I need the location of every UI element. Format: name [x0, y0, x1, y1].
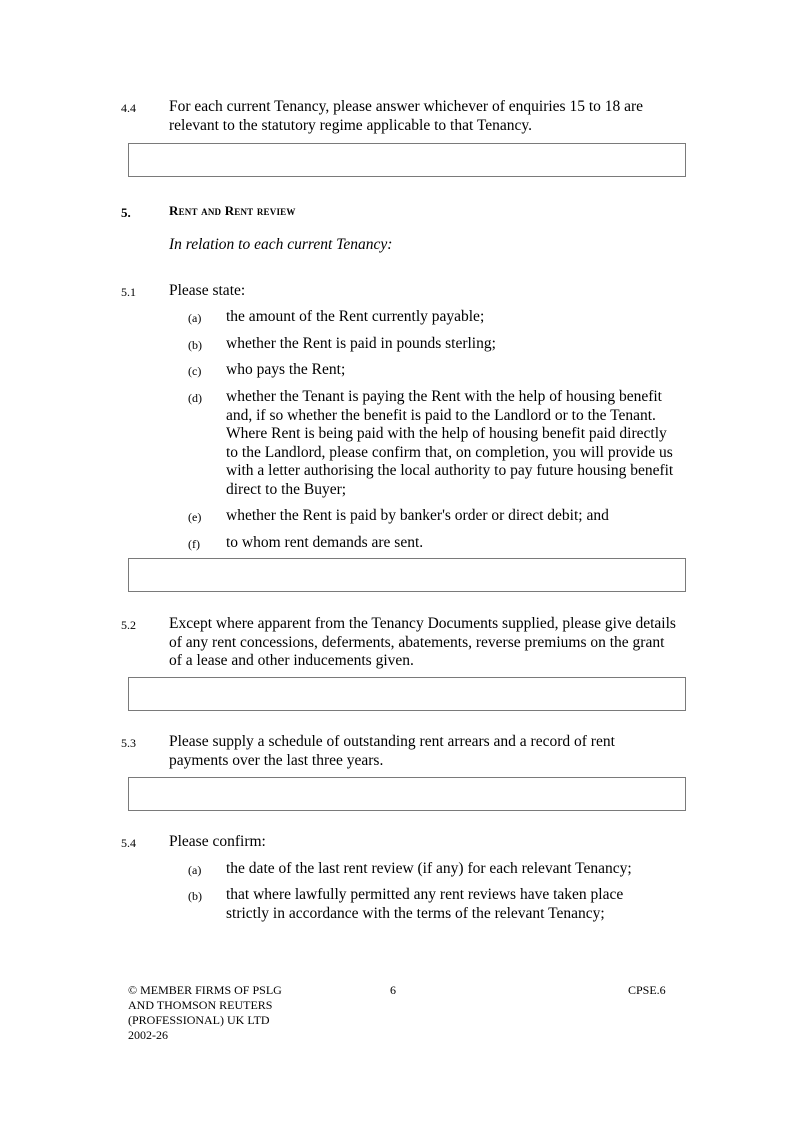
enquiry-5-2-text: Except where apparent from the Tenancy Documents supplied, please give details of any rent concessions, deferments, abatements, reverse premiums on the grant of a lease and other inducements given.: [169, 615, 676, 669]
section-heading-rent: Rent and Rent review: [169, 203, 296, 218]
section-number-4-4: 4.4: [121, 101, 136, 115]
item-letter-5-1-a: (a): [188, 311, 202, 325]
footer-copyright: [128, 983, 282, 1043]
item-letter-5-4-b: (b): [188, 889, 202, 903]
section-number-5-1: 5.1: [121, 285, 136, 299]
footer-copyright-line: AND THOMSON REUTERS: [128, 998, 273, 1012]
item-letter-5-1-e: (e): [188, 510, 202, 524]
item-text-5-4-a: the date of the last rent review (if any) for each relevant Tenancy;: [226, 860, 632, 877]
section-number-5-4: 5.4: [121, 836, 136, 850]
item-letter-5-1-c: (c): [188, 364, 202, 378]
item-text-5-1-d: whether the Tenant is paying the Rent with the help of housing benefit and, if so whether the benefit is paid to the Landlord or to the Tenant. Where Rent is being paid with the help of housing benefit paid directly to the Landlord, please confirm that, on completion, you will provide us with a letter authorising the local authority to pay future housing benefit direct to the Buyer;: [226, 388, 674, 498]
item-text-5-4-b: that where lawfully permitted any rent reviews have taken place strictly in accordance with the terms of the relevant Tenancy;: [226, 886, 624, 922]
item-text-5-1-a: the amount of the Rent currently payable;: [226, 308, 485, 325]
item-text-5-1-b: whether the Rent is paid in pounds sterling;: [226, 335, 496, 352]
answer-box-5-2[interactable]: [128, 677, 686, 711]
document-code: CPSE.6: [628, 983, 666, 997]
section-intro: In relation to each current Tenancy:: [169, 236, 393, 253]
answer-box-5-3[interactable]: [128, 777, 686, 811]
section-number-5-2: 5.2: [121, 618, 136, 632]
footer-copyright-line: © MEMBER FIRMS OF PSLG: [128, 983, 282, 997]
section-number-5-3: 5.3: [121, 736, 136, 750]
footer-copyright-line: 2002-26: [128, 1028, 168, 1042]
section-number-5: 5.: [121, 205, 131, 220]
item-text-5-1-e: whether the Rent is paid by banker's order or direct debit; and: [226, 507, 609, 524]
enquiry-5-4-text: Please confirm:: [169, 833, 266, 850]
item-letter-5-1-d: (d): [188, 391, 202, 405]
item-text-5-1-c: who pays the Rent;: [226, 361, 346, 378]
enquiry-5-3-text: Please supply a schedule of outstanding rent arrears and a record of rent payments over the last three years.: [169, 733, 615, 769]
page-number: 6: [390, 983, 396, 997]
item-letter-5-1-b: (b): [188, 338, 202, 352]
answer-box-4-4[interactable]: [128, 143, 686, 177]
enquiry-4-4-text: For each current Tenancy, please answer whichever of enquiries 15 to 18 are relevant to the statutory regime applicable to that Tenancy.: [169, 98, 644, 134]
enquiry-5-1-text: Please state:: [169, 282, 246, 299]
item-letter-5-4-a: (a): [188, 863, 202, 877]
answer-box-5-1[interactable]: [128, 558, 686, 592]
item-text-5-1-f: to whom rent demands are sent.: [226, 534, 424, 551]
item-letter-5-1-f: (f): [188, 537, 200, 551]
footer-copyright-line: (PROFESSIONAL) UK LTD: [128, 1013, 270, 1027]
